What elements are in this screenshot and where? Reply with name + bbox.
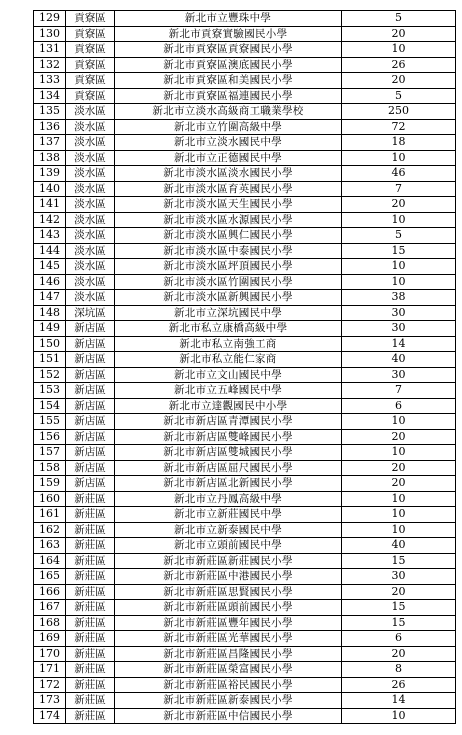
row-number: 140	[34, 181, 66, 197]
row-number: 137	[34, 135, 66, 151]
district-cell: 新莊區	[66, 522, 115, 538]
school-name-cell: 新北市淡水區中泰國民小學	[115, 243, 342, 259]
district-cell: 淡水區	[66, 181, 115, 197]
district-cell: 淡水區	[66, 243, 115, 259]
count-cell: 15	[342, 553, 456, 569]
district-cell: 新莊區	[66, 584, 115, 600]
school-name-cell: 新北市淡水區育英國民小學	[115, 181, 342, 197]
table-row	[34, 321, 456, 337]
row-number: 129	[34, 11, 66, 27]
count-cell: 10	[342, 507, 456, 523]
school-name-cell: 新北市立丹鳳高級中學	[115, 491, 342, 507]
count-cell: 10	[342, 42, 456, 58]
count-cell: 20	[342, 73, 456, 89]
count-cell: 7	[342, 181, 456, 197]
row-number: 136	[34, 119, 66, 135]
district-cell: 新莊區	[66, 708, 115, 724]
table-row	[34, 367, 456, 383]
count-cell: 40	[342, 352, 456, 368]
table-row	[34, 181, 456, 197]
school-name-cell: 新北市立新莊國民中學	[115, 507, 342, 523]
row-number: 146	[34, 274, 66, 290]
table-row	[34, 290, 456, 306]
table-row	[34, 584, 456, 600]
row-number: 148	[34, 305, 66, 321]
school-name-cell: 新北市立豐珠中學	[115, 11, 342, 27]
table-row	[34, 104, 456, 120]
district-cell: 新店區	[66, 414, 115, 430]
count-cell: 30	[342, 321, 456, 337]
table-row	[34, 646, 456, 662]
row-number: 151	[34, 352, 66, 368]
school-name-cell: 新北市新莊區裕民國民小學	[115, 677, 342, 693]
row-number: 152	[34, 367, 66, 383]
table-row	[34, 507, 456, 523]
count-cell: 5	[342, 11, 456, 27]
table-row	[34, 445, 456, 461]
district-cell: 淡水區	[66, 135, 115, 151]
row-number: 166	[34, 584, 66, 600]
row-number: 162	[34, 522, 66, 538]
count-cell: 10	[342, 708, 456, 724]
count-cell: 6	[342, 398, 456, 414]
district-cell: 新莊區	[66, 646, 115, 662]
school-name-cell: 新北市淡水區淡水國民小學	[115, 166, 342, 182]
table-row	[34, 57, 456, 73]
school-name-cell: 新北市新莊區新泰國民小學	[115, 693, 342, 709]
school-name-cell: 新北市淡水區竹圍國民小學	[115, 274, 342, 290]
table-row	[34, 336, 456, 352]
count-cell: 10	[342, 212, 456, 228]
row-number: 141	[34, 197, 66, 213]
row-number: 164	[34, 553, 66, 569]
district-cell: 貢寮區	[66, 26, 115, 42]
school-name-cell: 新北市淡水區新興國民小學	[115, 290, 342, 306]
row-number: 159	[34, 476, 66, 492]
school-name-cell: 新北市淡水區天生國民小學	[115, 197, 342, 213]
district-cell: 新莊區	[66, 631, 115, 647]
school-name-cell: 新北市立達觀國民中小學	[115, 398, 342, 414]
row-number: 170	[34, 646, 66, 662]
school-name-cell: 新北市新店區屈尺國民小學	[115, 460, 342, 476]
count-cell: 7	[342, 383, 456, 399]
count-cell: 20	[342, 197, 456, 213]
row-number: 138	[34, 150, 66, 166]
school-name-cell: 新北市新莊區思賢國民小學	[115, 584, 342, 600]
district-cell: 新店區	[66, 429, 115, 445]
count-cell: 30	[342, 569, 456, 585]
district-cell: 新莊區	[66, 538, 115, 554]
count-cell: 15	[342, 600, 456, 616]
district-cell: 新店區	[66, 445, 115, 461]
school-name-cell: 新北市立五峰國民中學	[115, 383, 342, 399]
table-row	[34, 197, 456, 213]
school-name-cell: 新北市淡水區水源國民小學	[115, 212, 342, 228]
district-cell: 深坑區	[66, 305, 115, 321]
count-cell: 14	[342, 693, 456, 709]
school-name-cell: 新北市新莊區中港國民小學	[115, 569, 342, 585]
district-cell: 新店區	[66, 460, 115, 476]
table-row	[34, 88, 456, 104]
school-name-cell: 新北市新店區北新國民小學	[115, 476, 342, 492]
table-row	[34, 708, 456, 724]
count-cell: 10	[342, 522, 456, 538]
district-cell: 新店區	[66, 398, 115, 414]
table-body	[34, 11, 456, 724]
table-row	[34, 119, 456, 135]
row-number: 144	[34, 243, 66, 259]
row-number: 147	[34, 290, 66, 306]
school-name-cell: 新北市私立南強工商	[115, 336, 342, 352]
row-number: 165	[34, 569, 66, 585]
district-cell: 貢寮區	[66, 57, 115, 73]
count-cell: 46	[342, 166, 456, 182]
school-name-cell: 新北市貢寮區貢寮國民小學	[115, 42, 342, 58]
count-cell: 15	[342, 243, 456, 259]
table-row	[34, 212, 456, 228]
row-number: 130	[34, 26, 66, 42]
count-cell: 30	[342, 305, 456, 321]
table-row	[34, 274, 456, 290]
count-cell: 10	[342, 414, 456, 430]
table-row	[34, 259, 456, 275]
table-row	[34, 615, 456, 631]
table-row	[34, 383, 456, 399]
school-name-cell: 新北市私立康橋高級中學	[115, 321, 342, 337]
row-number: 174	[34, 708, 66, 724]
school-name-cell: 新北市貢寮區澳底國民小學	[115, 57, 342, 73]
table-row	[34, 135, 456, 151]
count-cell: 18	[342, 135, 456, 151]
row-number: 155	[34, 414, 66, 430]
district-cell: 新莊區	[66, 693, 115, 709]
district-cell: 貢寮區	[66, 42, 115, 58]
school-quota-table	[33, 10, 456, 724]
count-cell: 40	[342, 538, 456, 554]
row-number: 154	[34, 398, 66, 414]
table-row	[34, 460, 456, 476]
school-name-cell: 新北市新莊區榮富國民小學	[115, 662, 342, 678]
district-cell: 新莊區	[66, 662, 115, 678]
table-row	[34, 243, 456, 259]
school-name-cell: 新北市新店區雙峰國民小學	[115, 429, 342, 445]
district-cell: 淡水區	[66, 119, 115, 135]
school-name-cell: 新北市貢寮區福連國民小學	[115, 88, 342, 104]
school-name-cell: 新北市立新泰國民中學	[115, 522, 342, 538]
district-cell: 淡水區	[66, 104, 115, 120]
district-cell: 淡水區	[66, 197, 115, 213]
row-number: 169	[34, 631, 66, 647]
district-cell: 新莊區	[66, 553, 115, 569]
school-name-cell: 新北市淡水區坪頂國民小學	[115, 259, 342, 275]
row-number: 161	[34, 507, 66, 523]
row-number: 172	[34, 677, 66, 693]
table-row	[34, 600, 456, 616]
table-row	[34, 414, 456, 430]
count-cell: 30	[342, 367, 456, 383]
table-row	[34, 73, 456, 89]
table-row	[34, 538, 456, 554]
table-row	[34, 42, 456, 58]
school-name-cell: 新北市立淡水高級商工職業學校	[115, 104, 342, 120]
school-name-cell: 新北市新莊區中信國民小學	[115, 708, 342, 724]
district-cell: 新店區	[66, 367, 115, 383]
table-row	[34, 429, 456, 445]
row-number: 160	[34, 491, 66, 507]
district-cell: 淡水區	[66, 290, 115, 306]
district-cell: 新店區	[66, 383, 115, 399]
count-cell: 26	[342, 677, 456, 693]
table-row	[34, 491, 456, 507]
row-number: 158	[34, 460, 66, 476]
row-number: 131	[34, 42, 66, 58]
count-cell: 10	[342, 491, 456, 507]
school-name-cell: 新北市私立能仁家商	[115, 352, 342, 368]
row-number: 142	[34, 212, 66, 228]
district-cell: 淡水區	[66, 259, 115, 275]
school-name-cell: 新北市新莊區豐年國民小學	[115, 615, 342, 631]
table-row	[34, 553, 456, 569]
school-name-cell: 新北市立淡水國民中學	[115, 135, 342, 151]
count-cell: 250	[342, 104, 456, 120]
table-row	[34, 476, 456, 492]
school-name-cell: 新北市立文山國民中學	[115, 367, 342, 383]
count-cell: 72	[342, 119, 456, 135]
row-number: 171	[34, 662, 66, 678]
district-cell: 貢寮區	[66, 11, 115, 27]
district-cell: 新店區	[66, 476, 115, 492]
count-cell: 20	[342, 584, 456, 600]
school-name-cell: 新北市新莊區頭前國民小學	[115, 600, 342, 616]
row-number: 139	[34, 166, 66, 182]
district-cell: 新莊區	[66, 677, 115, 693]
school-name-cell: 新北市立竹圍高級中學	[115, 119, 342, 135]
count-cell: 8	[342, 662, 456, 678]
count-cell: 5	[342, 88, 456, 104]
district-cell: 貢寮區	[66, 73, 115, 89]
table-row	[34, 26, 456, 42]
district-cell: 新店區	[66, 336, 115, 352]
table-row	[34, 228, 456, 244]
table-row	[34, 150, 456, 166]
district-cell: 淡水區	[66, 228, 115, 244]
district-cell: 淡水區	[66, 166, 115, 182]
school-name-cell: 新北市淡水區興仁國民小學	[115, 228, 342, 244]
count-cell: 15	[342, 615, 456, 631]
count-cell: 20	[342, 429, 456, 445]
row-number: 135	[34, 104, 66, 120]
row-number: 133	[34, 73, 66, 89]
table-row	[34, 662, 456, 678]
school-name-cell: 新北市貢寮區和美國民小學	[115, 73, 342, 89]
school-name-cell: 新北市立深坑國民中學	[115, 305, 342, 321]
table-row	[34, 677, 456, 693]
school-name-cell: 新北市新莊區昌隆國民小學	[115, 646, 342, 662]
district-cell: 新莊區	[66, 507, 115, 523]
row-number: 167	[34, 600, 66, 616]
table-row	[34, 631, 456, 647]
district-cell: 淡水區	[66, 274, 115, 290]
count-cell: 10	[342, 445, 456, 461]
district-cell: 新莊區	[66, 569, 115, 585]
count-cell: 20	[342, 26, 456, 42]
row-number: 134	[34, 88, 66, 104]
row-number: 149	[34, 321, 66, 337]
row-number: 163	[34, 538, 66, 554]
row-number: 173	[34, 693, 66, 709]
district-cell: 新莊區	[66, 615, 115, 631]
row-number: 157	[34, 445, 66, 461]
school-name-cell: 新北市貢寮實驗國民小學	[115, 26, 342, 42]
school-name-cell: 新北市新店區青潭國民小學	[115, 414, 342, 430]
district-cell: 新店區	[66, 321, 115, 337]
school-name-cell: 新北市立頭前國民中學	[115, 538, 342, 554]
count-cell: 10	[342, 150, 456, 166]
table-row	[34, 693, 456, 709]
table-row	[34, 569, 456, 585]
school-name-cell: 新北市新莊區光華國民小學	[115, 631, 342, 647]
count-cell: 26	[342, 57, 456, 73]
row-number: 153	[34, 383, 66, 399]
count-cell: 38	[342, 290, 456, 306]
row-number: 132	[34, 57, 66, 73]
table-row	[34, 166, 456, 182]
row-number: 143	[34, 228, 66, 244]
row-number: 156	[34, 429, 66, 445]
count-cell: 14	[342, 336, 456, 352]
district-cell: 新店區	[66, 352, 115, 368]
count-cell: 20	[342, 460, 456, 476]
table-row	[34, 305, 456, 321]
table-row	[34, 522, 456, 538]
table-row	[34, 398, 456, 414]
count-cell: 10	[342, 259, 456, 275]
district-cell: 新莊區	[66, 600, 115, 616]
school-name-cell: 新北市立正德國民中學	[115, 150, 342, 166]
district-cell: 新莊區	[66, 491, 115, 507]
table-row	[34, 11, 456, 27]
count-cell: 10	[342, 274, 456, 290]
district-cell: 貢寮區	[66, 88, 115, 104]
count-cell: 20	[342, 476, 456, 492]
school-name-cell: 新北市新店區雙城國民小學	[115, 445, 342, 461]
table-row	[34, 352, 456, 368]
count-cell: 5	[342, 228, 456, 244]
district-cell: 淡水區	[66, 150, 115, 166]
count-cell: 20	[342, 646, 456, 662]
row-number: 150	[34, 336, 66, 352]
row-number: 168	[34, 615, 66, 631]
school-name-cell: 新北市新莊區新莊國民小學	[115, 553, 342, 569]
row-number: 145	[34, 259, 66, 275]
count-cell: 6	[342, 631, 456, 647]
district-cell: 淡水區	[66, 212, 115, 228]
